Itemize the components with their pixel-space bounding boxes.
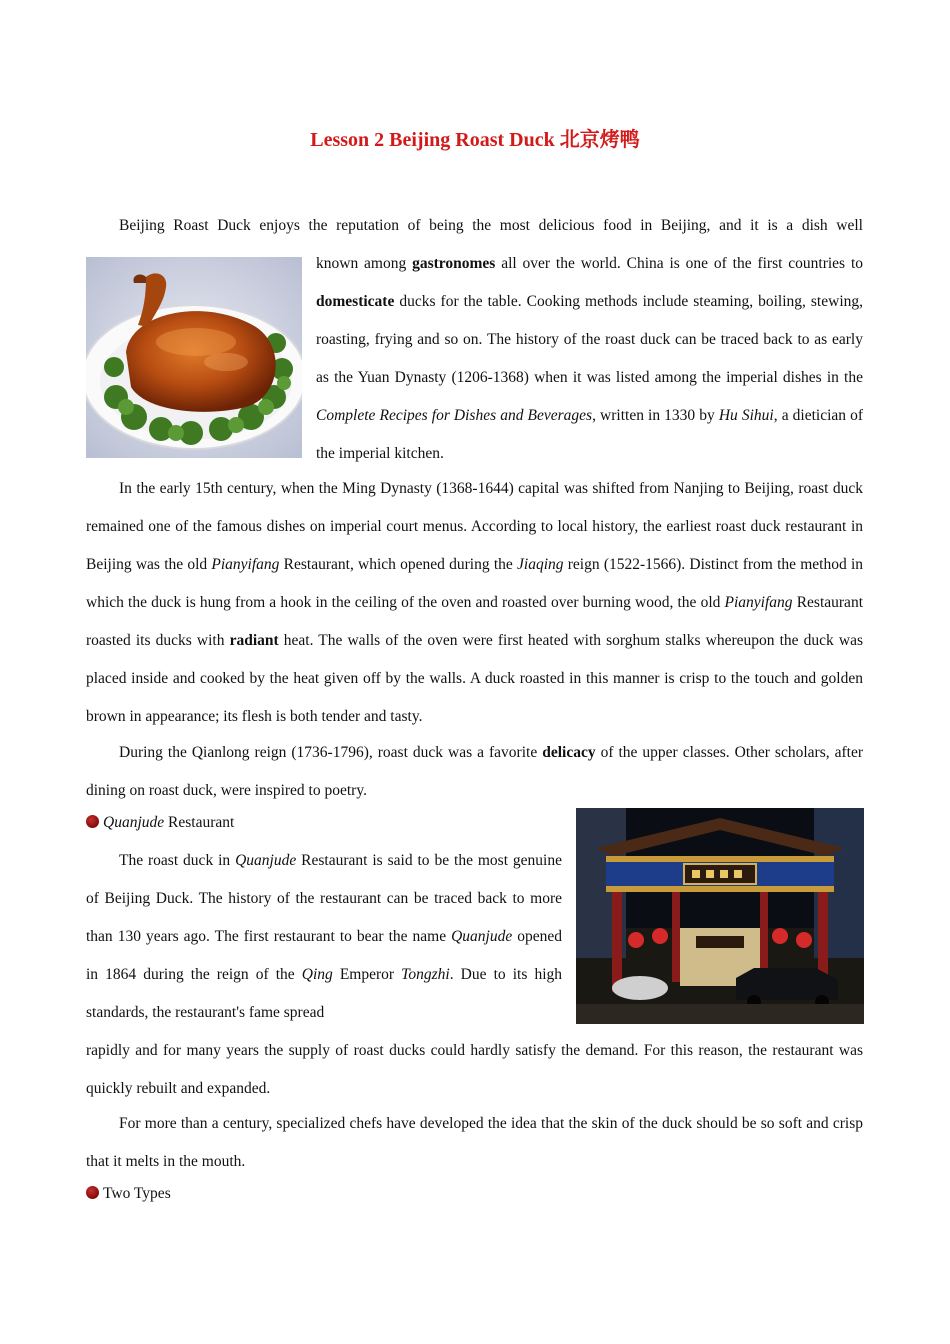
term-domesticate: domesticate [316,293,395,310]
section-heading-two-types: Two Types [86,1182,171,1206]
section-heading-quanjude: Quanjude Restaurant [86,811,234,835]
intro-paragraph: known among gastronomes all over the world. China is one of the first countries to domesticate ducks for the table. Cooking methods include steaming, boiling, stewing, roasting, frying and so on. The history of the roast duck can be traced back to as early as the Yuan Dynasty (1206-1368) when it was listed among the imperial dishes in the Complete Recipes for Dishes and Beverages, written in 1330 by Hu Sihui, a dietician of the imperial kitchen. [316,255,864,462]
term-delicacy: delicacy [542,744,596,761]
quanjude-paragraph: The roast duck in Quanjude Restaurant is said to be the most genuine of Beijing Duck. The history of the restaurant can be traced back to more than 130 years ago. The first restaurant to bear the name Quanjude opened in 1864 during the reign of the Qing Emperor Tongzhi. Due to its high standards, the restaurant's fame spread [86,852,563,1021]
roast-duck-photo [86,257,302,458]
quanjude-paragraph-continued: rapidly and for many years the supply of roast ducks could hardly satisfy the demand. For this reason, the restaurant was quickly rebuilt and expanded. [86,1042,863,1097]
term-gastronomes: gastronomes [412,255,496,272]
book-title: Complete Recipes for Dishes and Beverages [316,407,593,424]
qianlong-paragraph: During the Qianlong reign (1736-1796), roast duck was a favorite delicacy of the upper classes. Other scholars, after dining on roast duck, were inspired to poetry. [86,744,863,799]
chefs-paragraph: For more than a century, specialized chefs have developed the idea that the skin of the duck should be so soft and crisp that it melts in the mouth. [86,1115,863,1170]
bullet-icon [86,1186,99,1199]
bullet-icon [86,815,99,828]
author-name: Hu Sihui [718,407,774,424]
quanjude-restaurant-photo [576,808,864,1024]
term-radiant: radiant [229,632,279,649]
intro-first-line: Beijing Roast Duck enjoys the reputation of being the most delicious food in Beijing, and it is a dish well [119,217,863,234]
page-title: Lesson 2 Beijing Roast Duck 北京烤鸭 [310,129,640,151]
history-paragraph: In the early 15th century, when the Ming Dynasty (1368-1644) capital was shifted from Nanjing to Beijing, roast duck remained one of the famous dishes on imperial court menus. According to local history, the earliest roast duck restaurant in Beijing was the old Pianyifang Restaurant, which opened during the Jiaqing reign (1522-1566). Distinct from the method in which the duck is hung from a hook in the ceiling of the oven and roasted over burning wood, the old Pianyifang Restaurant roasted its ducks with radiant heat. The walls of the oven were first heated with sorghum stalks whereupon the duck was placed inside and cooked by the heat given off by the walls. A duck roasted in this manner is crisp to the touch and golden brown in appearance; its flesh is both tender and tasty. [86,480,864,725]
